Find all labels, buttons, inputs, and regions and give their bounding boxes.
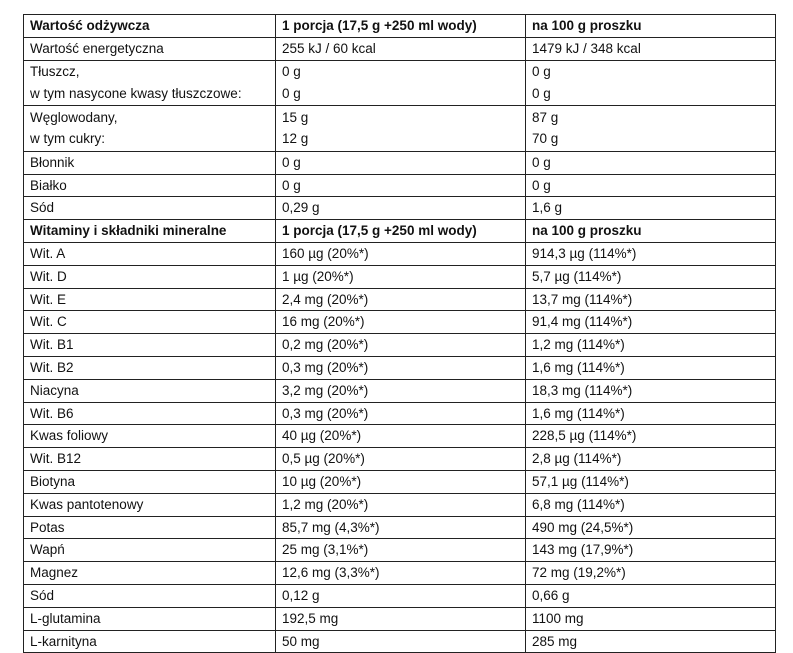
nutrient-label — [24, 37, 276, 60]
vitamin-row — [24, 493, 776, 516]
vitamin-row — [24, 448, 776, 471]
nutrition-row — [24, 151, 776, 174]
vitamin-per-serving: 2,4 mg (20%*) — [276, 288, 526, 311]
vitamins-header-per-100g: na 100 g proszku — [526, 220, 776, 243]
vitamin-per-serving: 85,7 mg (4,3%*) — [276, 516, 526, 539]
vitamin-label: Biotyna — [24, 470, 276, 493]
nutrient-label-line: Węglowodany, — [30, 109, 118, 125]
vitamin-per-100g: 1,2 mg (114%*) — [526, 334, 776, 357]
nutrient-per-serving-line: 0 g — [282, 177, 301, 193]
vitamin-per-100g: 1100 mg — [526, 607, 776, 630]
nutrition-row — [24, 60, 776, 106]
nutrient-per-100g — [526, 37, 776, 60]
nutrition-header-row — [24, 15, 776, 38]
nutrient-per-serving-line: 15 g — [282, 109, 309, 125]
vitamin-per-serving: 3,2 mg (20%*) — [276, 379, 526, 402]
vitamin-per-serving: 40 µg (20%*) — [276, 425, 526, 448]
vitamin-per-100g: 57,1 µg (114%*) — [526, 470, 776, 493]
nutrient-label-line: w tym nasycone kwasy tłuszczowe: — [30, 85, 242, 101]
vitamin-label: L-glutamina — [24, 607, 276, 630]
nutrient-label-line: Błonnik — [30, 154, 75, 170]
vitamin-label: Niacyna — [24, 379, 276, 402]
vitamin-row — [24, 265, 776, 288]
vitamin-per-serving: 50 mg — [276, 630, 526, 653]
vitamins-header-per-serving: 1 porcja (17,5 g +250 ml wody) — [276, 220, 526, 243]
nutrient-per-100g — [526, 197, 776, 220]
vitamin-per-100g: 143 mg (17,9%*) — [526, 539, 776, 562]
nutrient-per-100g — [526, 106, 776, 152]
vitamin-label: Kwas foliowy — [24, 425, 276, 448]
vitamin-label: L-karnityna — [24, 630, 276, 653]
nutrient-per-100g — [526, 60, 776, 106]
nutrient-per-serving — [276, 174, 526, 197]
vitamin-per-100g: 2,8 µg (114%*) — [526, 448, 776, 471]
nutrient-per-100g — [526, 151, 776, 174]
vitamin-label: Potas — [24, 516, 276, 539]
nutrient-label — [24, 60, 276, 106]
vitamin-per-100g: 0,66 g — [526, 584, 776, 607]
vitamin-row — [24, 584, 776, 607]
nutrient-label — [24, 174, 276, 197]
nutrient-per-100g-line: 87 g — [532, 109, 559, 125]
vitamins-header-row — [24, 220, 776, 243]
nutrition-header-per-serving: 1 porcja (17,5 g +250 ml wody) — [276, 15, 526, 38]
vitamin-row — [24, 516, 776, 539]
nutrient-per-serving — [276, 60, 526, 106]
nutrition-row — [24, 106, 776, 152]
vitamin-per-100g: 1,6 mg (114%*) — [526, 356, 776, 379]
nutrient-per-serving-line: 12 g — [282, 131, 309, 147]
vitamin-per-serving: 160 µg (20%*) — [276, 242, 526, 265]
nutrition-table-body — [24, 15, 776, 653]
vitamin-label: Wit. B6 — [24, 402, 276, 425]
nutrient-per-serving-line: 0 g — [282, 85, 301, 101]
vitamin-row — [24, 379, 776, 402]
nutrient-label — [24, 197, 276, 220]
vitamin-row — [24, 242, 776, 265]
vitamin-per-100g: 914,3 µg (114%*) — [526, 242, 776, 265]
vitamins-header-label: Witaminy i składniki mineralne — [24, 220, 276, 243]
vitamin-label: Wit. B2 — [24, 356, 276, 379]
vitamin-per-100g: 1,6 mg (114%*) — [526, 402, 776, 425]
vitamin-per-serving: 192,5 mg — [276, 607, 526, 630]
vitamin-label: Wit. B1 — [24, 334, 276, 357]
vitamin-label: Wit. B12 — [24, 448, 276, 471]
vitamin-label: Wit. A — [24, 242, 276, 265]
vitamin-per-serving: 1,2 mg (20%*) — [276, 493, 526, 516]
vitamin-per-serving: 0,12 g — [276, 584, 526, 607]
nutrient-per-serving-line: 0 g — [282, 64, 301, 80]
vitamin-per-100g: 91,4 mg (114%*) — [526, 311, 776, 334]
nutrient-per-serving — [276, 106, 526, 152]
vitamin-per-100g: 228,5 µg (114%*) — [526, 425, 776, 448]
nutrient-per-100g-line: 0 g — [532, 85, 551, 101]
nutrient-per-100g — [526, 174, 776, 197]
nutrient-per-100g-line: 0 g — [532, 154, 551, 170]
vitamin-label: Wapń — [24, 539, 276, 562]
vitamin-per-100g: 18,3 mg (114%*) — [526, 379, 776, 402]
vitamin-label: Kwas pantotenowy — [24, 493, 276, 516]
vitamin-per-serving: 10 µg (20%*) — [276, 470, 526, 493]
nutrient-label-line: Tłuszcz, — [30, 64, 80, 80]
vitamin-row — [24, 470, 776, 493]
nutrition-row — [24, 37, 776, 60]
vitamin-per-serving: 16 mg (20%*) — [276, 311, 526, 334]
nutrient-per-100g-line: 1,6 g — [532, 200, 563, 216]
vitamin-label: Wit. E — [24, 288, 276, 311]
nutrition-header-label: Wartość odżywcza — [24, 15, 276, 38]
nutrient-per-serving-line: 255 kJ / 60 kcal — [282, 40, 376, 56]
nutrient-label-line: Białko — [30, 177, 67, 193]
vitamin-label: Wit. D — [24, 265, 276, 288]
nutrition-row — [24, 197, 776, 220]
nutrient-label — [24, 106, 276, 152]
vitamin-per-serving: 0,2 mg (20%*) — [276, 334, 526, 357]
nutrient-label-line: Sód — [30, 200, 55, 216]
vitamin-per-100g: 285 mg — [526, 630, 776, 653]
vitamin-row — [24, 402, 776, 425]
vitamin-per-100g: 6,8 mg (114%*) — [526, 493, 776, 516]
nutrient-per-serving-line: 0,29 g — [282, 200, 320, 216]
vitamin-label: Sód — [24, 584, 276, 607]
nutrient-per-serving — [276, 151, 526, 174]
nutrient-per-serving — [276, 37, 526, 60]
vitamin-row — [24, 334, 776, 357]
nutrition-header-per-100g: na 100 g proszku — [526, 15, 776, 38]
vitamin-per-serving: 0,3 mg (20%*) — [276, 356, 526, 379]
vitamin-row — [24, 562, 776, 585]
nutrient-label-line: w tym cukry: — [30, 131, 106, 147]
nutrient-per-serving — [276, 197, 526, 220]
vitamin-row — [24, 425, 776, 448]
vitamin-row — [24, 356, 776, 379]
nutrient-per-serving-line: 0 g — [282, 154, 301, 170]
vitamin-per-100g: 5,7 µg (114%*) — [526, 265, 776, 288]
vitamin-per-serving: 1 µg (20%*) — [276, 265, 526, 288]
nutrient-per-100g-line: 70 g — [532, 131, 559, 147]
vitamin-row — [24, 607, 776, 630]
vitamin-per-serving: 0,3 mg (20%*) — [276, 402, 526, 425]
vitamin-row — [24, 630, 776, 653]
vitamin-row — [24, 311, 776, 334]
nutrition-table — [23, 14, 776, 653]
nutrient-per-100g-line: 1479 kJ / 348 kcal — [532, 40, 641, 56]
vitamin-per-serving: 0,5 µg (20%*) — [276, 448, 526, 471]
vitamin-per-serving: 12,6 mg (3,3%*) — [276, 562, 526, 585]
vitamin-label: Wit. C — [24, 311, 276, 334]
vitamin-per-serving: 25 mg (3,1%*) — [276, 539, 526, 562]
vitamin-per-100g: 490 mg (24,5%*) — [526, 516, 776, 539]
nutrient-label-line: Wartość energetyczna — [30, 40, 164, 56]
vitamin-row — [24, 288, 776, 311]
vitamin-per-100g: 13,7 mg (114%*) — [526, 288, 776, 311]
nutrient-per-100g-line: 0 g — [532, 177, 551, 193]
vitamin-label: Magnez — [24, 562, 276, 585]
vitamin-row — [24, 539, 776, 562]
nutrition-row — [24, 174, 776, 197]
vitamin-per-100g: 72 mg (19,2%*) — [526, 562, 776, 585]
nutrient-label — [24, 151, 276, 174]
nutrient-per-100g-line: 0 g — [532, 64, 551, 80]
